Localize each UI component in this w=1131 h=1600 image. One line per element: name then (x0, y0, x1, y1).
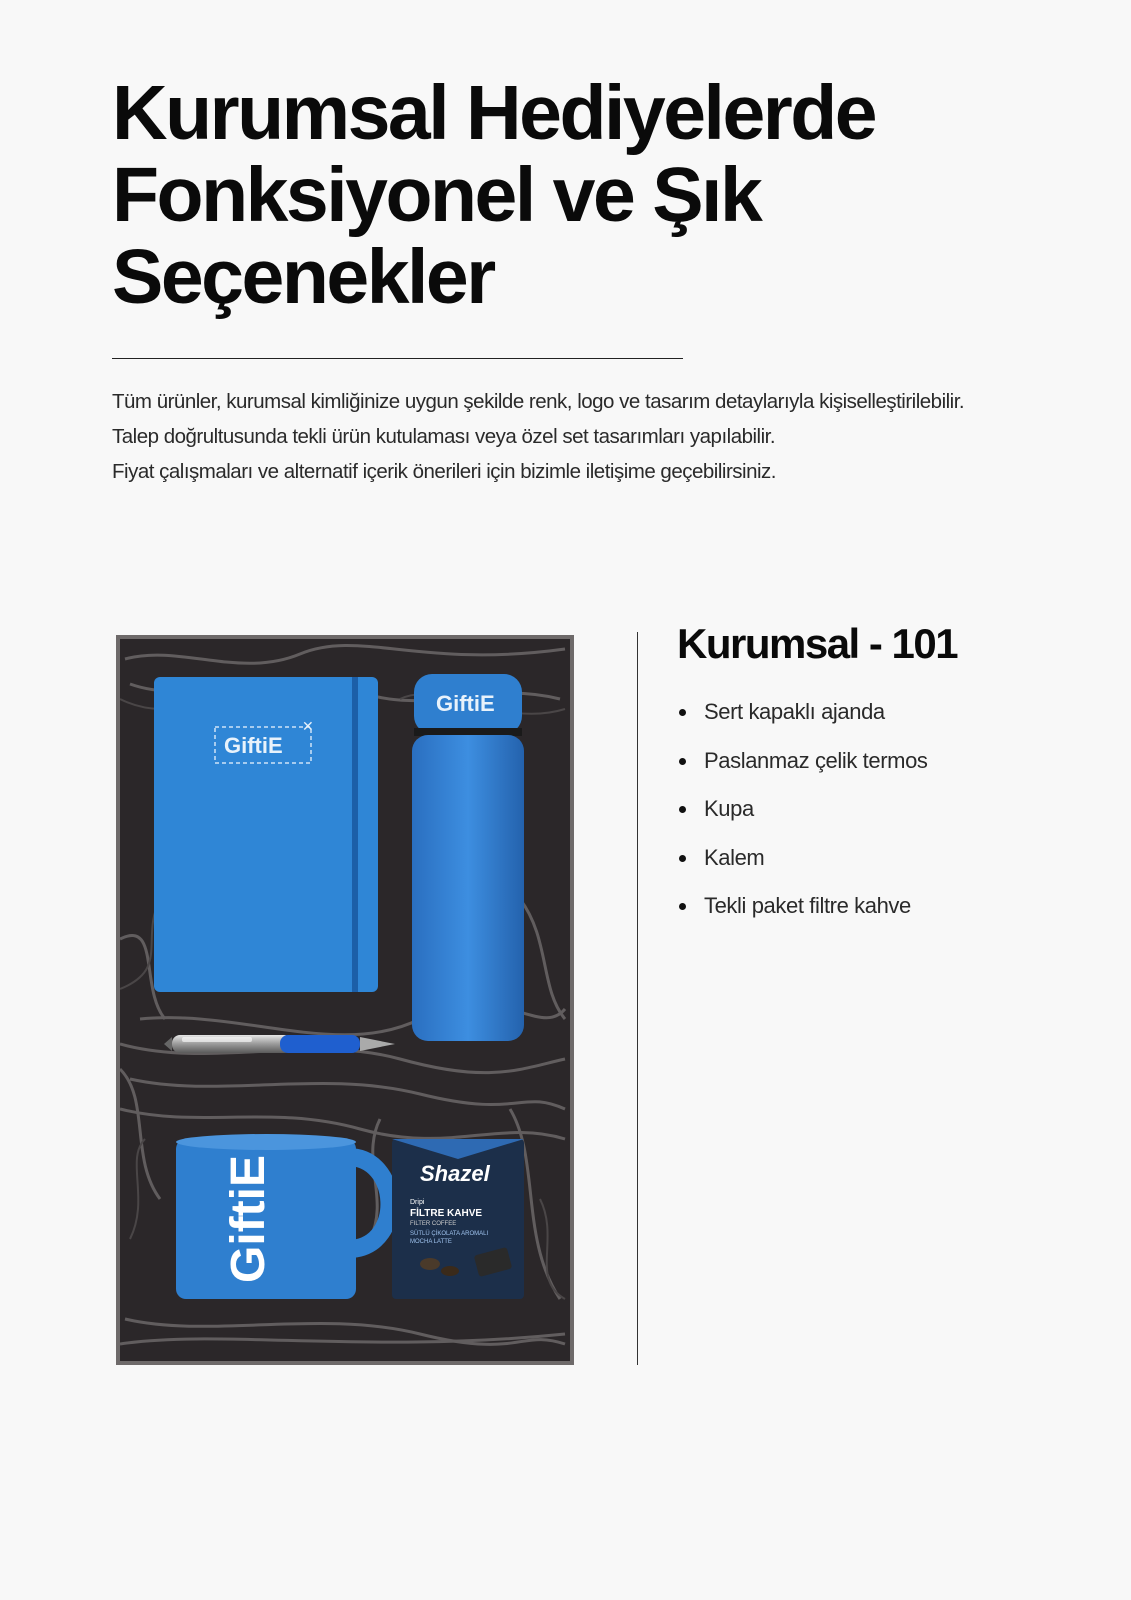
title-line-2: Fonksiyonel ve Şık (112, 152, 761, 238)
svg-text:✕: ✕ (302, 718, 314, 734)
pen (164, 1035, 395, 1053)
coffee-line-2: FİLTRE KAHVE (410, 1208, 483, 1219)
bullet-icon (679, 903, 686, 910)
list-item (677, 795, 928, 844)
page-title (112, 72, 1072, 318)
feature-label: Sert kapaklı ajanda (704, 699, 885, 724)
coffee-line-3: FILTER COFFEE (410, 1221, 457, 1227)
gift-box-illustration (120, 639, 570, 1361)
mug (176, 1134, 389, 1299)
coffee-line-1: Dripi (410, 1199, 425, 1206)
bottle-logo: GiftiE (436, 691, 495, 716)
intro-line-2: Talep doğrultusunda tekli ürün kutulaması veya özel set tasarımları yapılabilir. (112, 425, 776, 448)
coffee-sachet (392, 1139, 524, 1299)
mug-logo: GiftiE (222, 1155, 275, 1283)
vertical-divider (637, 632, 638, 1365)
product-title: Kurumsal - 101 (677, 620, 958, 667)
notebook (154, 677, 378, 992)
title-line-3: Seçenekler (112, 234, 494, 320)
title-divider (112, 358, 683, 359)
notebook-logo: GiftiE (224, 733, 283, 758)
feature-list (677, 698, 928, 941)
list-item (677, 844, 928, 893)
gift-box-photo (116, 635, 574, 1365)
bullet-icon (679, 758, 686, 765)
intro-line-1: Tüm ürünler, kurumsal kimliğinize uygun şekilde renk, logo ve tasarım detaylarıyla kişiselleştirilebilir. (112, 390, 965, 413)
bullet-icon (679, 709, 686, 716)
bullet-icon (679, 855, 686, 862)
intro-line-3: Fiyat çalışmaları ve alternatif içerik önerileri için bizimle iletişime geçebilirsiniz. (112, 460, 776, 483)
title-line-1: Kurumsal Hediyelerde (112, 70, 876, 156)
list-item (677, 747, 928, 796)
list-item (677, 698, 928, 747)
feature-label: Kupa (704, 796, 754, 821)
coffee-line-5: MOCHA LATTE (410, 1239, 452, 1245)
feature-label: Tekli paket filtre kahve (704, 893, 911, 918)
list-item (677, 892, 928, 941)
feature-label: Kalem (704, 844, 765, 870)
coffee-line-4: SÜTLÜ ÇİKOLATA AROMALI (410, 1231, 489, 1237)
bullet-icon (679, 806, 686, 813)
feature-label: Paslanmaz çelik termos (704, 747, 928, 773)
coffee-logo: Shazel (420, 1161, 490, 1186)
intro-text (112, 384, 1122, 489)
thermos-bottle (412, 674, 524, 1041)
